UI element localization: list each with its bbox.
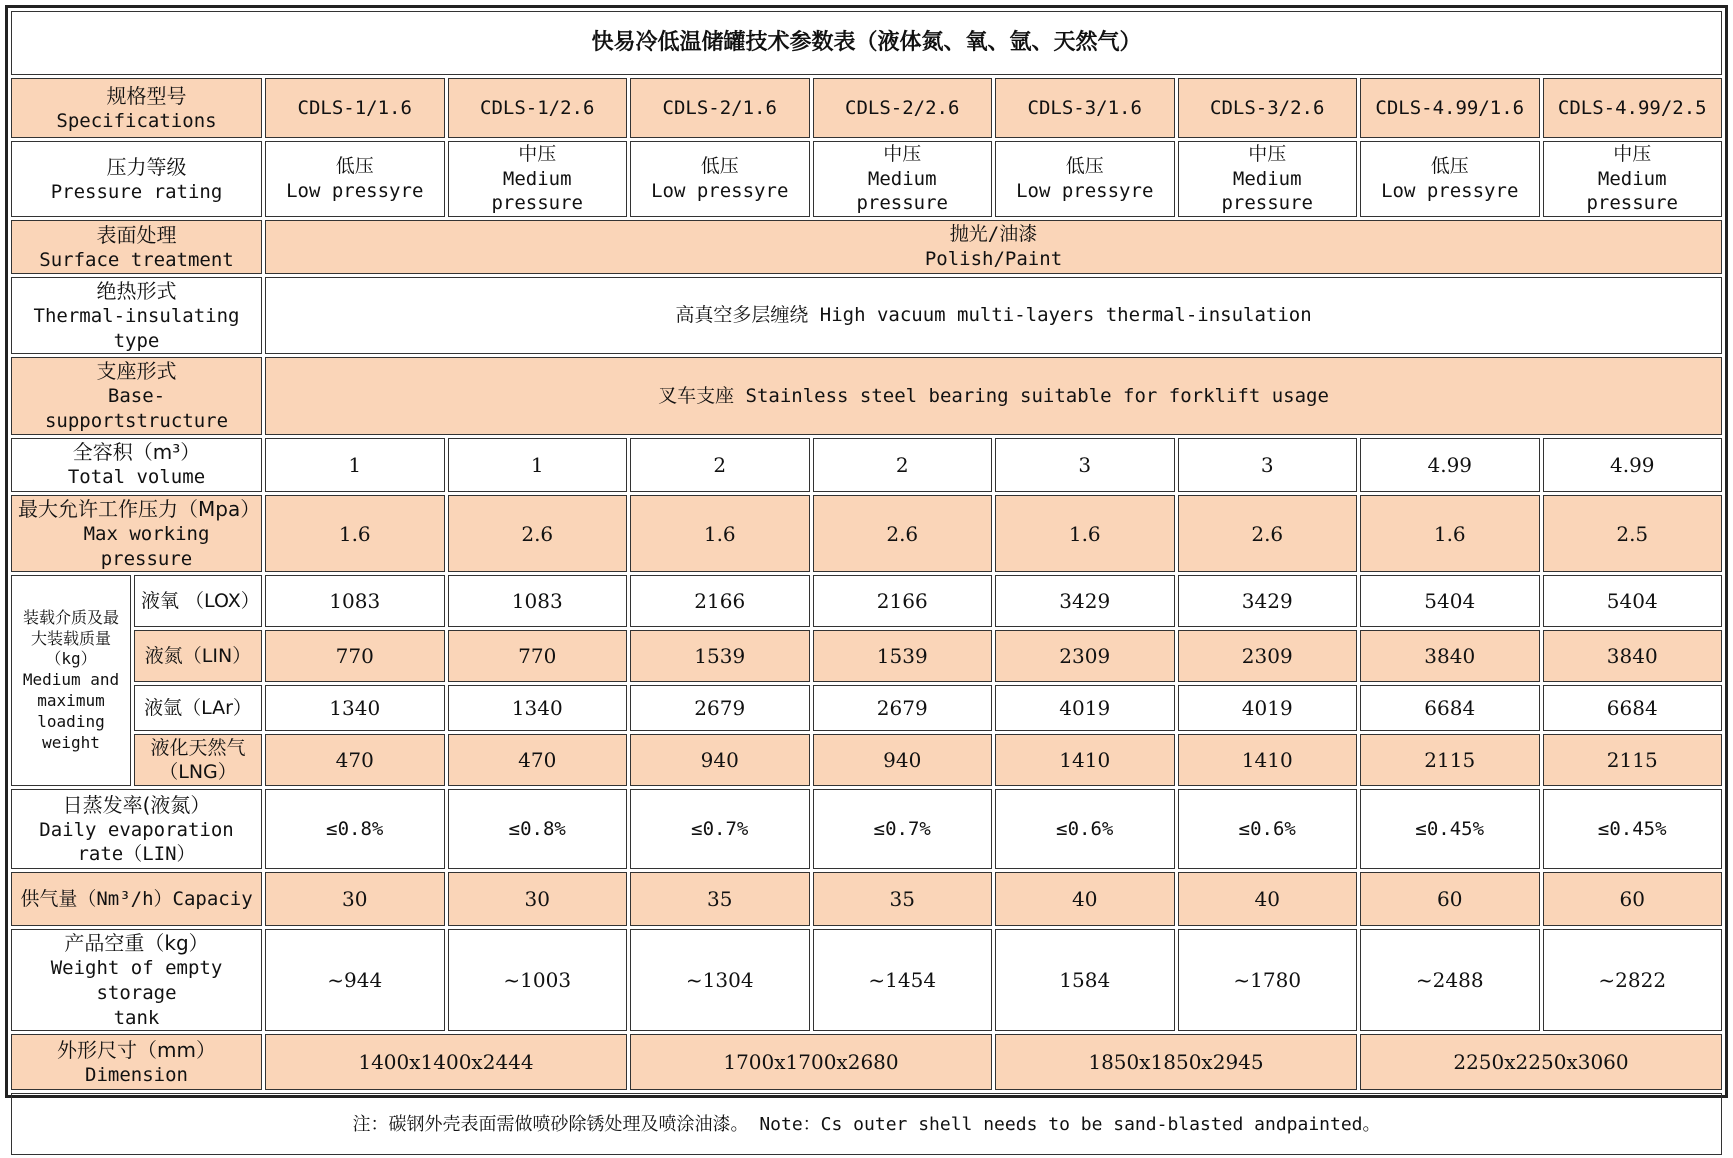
pressure-cell [995, 141, 1175, 217]
note-row [11, 1093, 1722, 1155]
capacity-cell: 40 [1178, 872, 1358, 926]
loading-cell: 3840 [1543, 630, 1723, 682]
loading-cell: 4019 [1178, 685, 1358, 731]
pressure-en: Low pressyre [651, 180, 789, 203]
pressure-en: Medium pressure [856, 167, 948, 215]
empty-weight-label-en-2: tank [113, 1006, 160, 1029]
loading-cell: 940 [630, 734, 810, 786]
evaporation-cell: ≤0.45% [1360, 789, 1540, 869]
loading-row-lin [11, 630, 1722, 682]
volume-cell: 4.99 [1360, 438, 1540, 492]
pressure-cell [813, 141, 993, 217]
loading-cell: 5404 [1360, 575, 1540, 627]
empty-weight-cell: ~944 [265, 929, 445, 1031]
loading-cell: 6684 [1360, 685, 1540, 731]
loading-row-lar [11, 685, 1722, 731]
max-pressure-label-zh: 最大允许工作压力（Mpa） [18, 496, 261, 521]
empty-weight-cell: ~1780 [1178, 929, 1358, 1031]
surface-value-en: Polish/Paint [924, 248, 1063, 271]
max-pressure-cell: 2.6 [1178, 495, 1358, 572]
loading-cell: 1340 [265, 685, 445, 731]
capacity-cell: 60 [1543, 872, 1723, 926]
loading-cell: 1539 [813, 630, 993, 682]
max-pressure-cell: 1.6 [1360, 495, 1540, 572]
pressure-row [11, 141, 1722, 217]
evaporation-label [11, 789, 262, 869]
capacity-cell: 40 [995, 872, 1175, 926]
loading-cell: 1410 [995, 734, 1175, 786]
insulation-label-zh: 绝热形式 [96, 279, 177, 304]
empty-weight-cell: 1584 [995, 929, 1175, 1031]
insulation-label-en: Thermal-insulating type [33, 305, 240, 352]
loading-cell: 1539 [630, 630, 810, 682]
loading-row-lox [11, 575, 1722, 627]
max-pressure-label-en: Max working pressure [83, 522, 210, 570]
insulation-row [11, 277, 1722, 354]
spec-cell: CDLS-1/2.6 [448, 78, 628, 138]
spec-cell: CDLS-2/1.6 [630, 78, 810, 138]
pressure-en: Low pressyre [1381, 180, 1519, 203]
title-row [11, 11, 1722, 75]
spec-cell: CDLS-3/1.6 [995, 78, 1175, 138]
loading-cell: 2166 [813, 575, 993, 627]
base-label-zh: 支座形式 [96, 359, 177, 384]
capacity-cell: 30 [448, 872, 628, 926]
empty-weight-cell: ~2488 [1360, 929, 1540, 1031]
evaporation-cell: ≤0.6% [1178, 789, 1358, 869]
volume-cell: 2 [630, 438, 810, 492]
evaporation-cell: ≤0.45% [1543, 789, 1723, 869]
pressure-en: Low pressyre [286, 180, 424, 203]
max-pressure-cell: 1.6 [995, 495, 1175, 572]
max-pressure-cell: 2.6 [813, 495, 993, 572]
spec-label-en: Specifications [56, 109, 217, 132]
base-value: 叉车支座 Stainless steel bearing suitable for forklift usage [265, 357, 1722, 434]
evaporation-cell: ≤0.7% [813, 789, 993, 869]
loading-cell: 1340 [448, 685, 628, 731]
volume-cell: 2 [813, 438, 993, 492]
capacity-cell: 35 [813, 872, 993, 926]
loading-cell: 940 [813, 734, 993, 786]
spec-cell: CDLS-2/2.6 [813, 78, 993, 138]
volume-cell: 1 [265, 438, 445, 492]
empty-weight-cell: ~1304 [630, 929, 810, 1031]
capacity-cell: 30 [265, 872, 445, 926]
empty-weight-label-en-1: Weight of empty storage [50, 957, 223, 1004]
insulation-label [11, 277, 262, 354]
max-pressure-cell: 1.6 [265, 495, 445, 572]
pressure-zh: 低压 [1430, 155, 1469, 178]
lng-label-zh: 液化天然气 [150, 736, 246, 759]
dimension-label [11, 1034, 262, 1090]
loading-cell: 3429 [1178, 575, 1358, 627]
pressure-label-en: Pressure rating [50, 180, 223, 203]
loading-cell: 1083 [265, 575, 445, 627]
loading-label-line: Medium and [22, 670, 120, 690]
loading-cell: 2166 [630, 575, 810, 627]
loading-cell: 770 [265, 630, 445, 682]
evaporation-cell: ≤0.8% [265, 789, 445, 869]
loading-label-line: 装载介质及最 [22, 607, 119, 627]
loading-medium-label: 液氮（LIN） [134, 630, 262, 682]
evaporation-cell: ≤0.7% [630, 789, 810, 869]
loading-cell: 2309 [995, 630, 1175, 682]
pressure-cell [630, 141, 810, 217]
evaporation-label-en-1: Daily evaporation [39, 818, 234, 841]
volume-label-zh: 全容积（m³） [72, 440, 201, 465]
pressure-en: Medium pressure [1586, 167, 1678, 215]
table-title: 快易冷低温储罐技术参数表（液体氮、氧、氩、天然气） [11, 11, 1722, 75]
evaporation-cell: ≤0.8% [448, 789, 628, 869]
pressure-label-zh: 压力等级 [106, 154, 187, 179]
evaporation-row [11, 789, 1722, 869]
surface-label-zh: 表面处理 [96, 222, 177, 247]
max-pressure-cell: 2.6 [448, 495, 628, 572]
surface-label [11, 220, 262, 274]
volume-label [11, 438, 262, 492]
empty-weight-cell: ~1454 [813, 929, 993, 1031]
surface-value-zh: 抛光/油漆 [949, 223, 1038, 246]
loading-cell: 1410 [1178, 734, 1358, 786]
dimension-label-zh: 外形尺寸（mm） [57, 1037, 216, 1062]
max-pressure-cell: 1.6 [630, 495, 810, 572]
base-label-en: Base-supportstructure [44, 385, 229, 433]
capacity-cell: 60 [1360, 872, 1540, 926]
pressure-cell [1178, 141, 1358, 217]
dimension-cell: 2250x2250x3060 [1360, 1034, 1722, 1090]
pressure-zh: 低压 [1065, 155, 1104, 178]
loading-label-line: loading [37, 711, 105, 731]
evaporation-label-zh: 日蒸发率(液氮） [62, 792, 211, 817]
volume-cell: 3 [995, 438, 1175, 492]
empty-weight-row [11, 929, 1722, 1031]
pressure-cell [448, 141, 628, 217]
loading-cell: 3429 [995, 575, 1175, 627]
loading-cell: 2115 [1543, 734, 1723, 786]
insulation-value: 高真空多层缠绕 High vacuum multi-layers thermal-insulation [265, 277, 1722, 354]
loading-cell: 770 [448, 630, 628, 682]
surface-label-en: Surface treatment [39, 248, 234, 271]
lng-label-en: （LNG） [159, 761, 237, 784]
loading-medium-label: 液氧 （LOX） [134, 575, 262, 627]
loading-cell: 5404 [1543, 575, 1723, 627]
surface-value [265, 220, 1722, 274]
volume-cell: 3 [1178, 438, 1358, 492]
loading-cell: 2309 [1178, 630, 1358, 682]
pressure-cell [265, 141, 445, 217]
evaporation-cell: ≤0.6% [995, 789, 1175, 869]
pressure-zh: 中压 [1613, 143, 1652, 165]
capacity-label: 供气量（Nm³/h）Capaciy [11, 872, 262, 926]
dimension-cell: 1850x1850x2945 [995, 1034, 1357, 1090]
pressure-zh: 中压 [883, 143, 922, 165]
base-label [11, 357, 262, 434]
loading-cell: 2679 [813, 685, 993, 731]
evaporation-label-en-2: rate（LIN） [77, 843, 196, 866]
empty-weight-label [11, 929, 262, 1031]
pressure-label [11, 141, 262, 217]
dimension-cell: 1700x1700x2680 [630, 1034, 992, 1090]
spec-label-zh: 规格型号 [106, 83, 187, 108]
pressure-zh: 低压 [700, 155, 739, 178]
footnote: 注：碳钢外壳表面需做喷砂除锈处理及喷涂油漆。 Note：Cs outer shell needs to be sand-blasted andpainted。 [11, 1093, 1722, 1155]
volume-cell: 4.99 [1543, 438, 1723, 492]
loading-cell: 4019 [995, 685, 1175, 731]
volume-label-en: Total volume [67, 466, 206, 489]
pressure-zh: 中压 [1248, 143, 1287, 165]
loading-cell: 6684 [1543, 685, 1723, 731]
empty-weight-cell: ~2822 [1543, 929, 1723, 1031]
spec-cell: CDLS-1/1.6 [265, 78, 445, 138]
loading-label-line: weight [42, 732, 100, 752]
loading-medium-label: 液氩（LAr） [134, 685, 262, 731]
loading-row-lng [11, 734, 1722, 786]
loading-label-line: 大装载质量 [30, 628, 111, 648]
dimension-row [11, 1034, 1722, 1090]
loading-cell: 470 [265, 734, 445, 786]
spec-cell: CDLS-3/2.6 [1178, 78, 1358, 138]
pressure-cell [1360, 141, 1540, 217]
pressure-cell [1543, 141, 1723, 217]
volume-cell: 1 [448, 438, 628, 492]
surface-row [11, 220, 1722, 274]
max-pressure-row [11, 495, 1722, 572]
spec-cell: CDLS-4.99/1.6 [1360, 78, 1540, 138]
loading-group-label [11, 575, 131, 786]
max-pressure-cell: 2.5 [1543, 495, 1723, 572]
pressure-zh: 低压 [335, 155, 374, 178]
volume-row [11, 438, 1722, 492]
capacity-cell: 35 [630, 872, 810, 926]
pressure-zh: 中压 [518, 143, 557, 165]
capacity-row [11, 872, 1722, 926]
empty-weight-cell: ~1003 [448, 929, 628, 1031]
pressure-en: Low pressyre [1016, 180, 1154, 203]
tank-parameter-table [8, 8, 1725, 1158]
spec-sheet [5, 5, 1728, 1135]
loading-label-line: （kg） [45, 649, 97, 669]
dimension-cell: 1400x1400x2444 [265, 1034, 627, 1090]
loading-cell: 2679 [630, 685, 810, 731]
base-row [11, 357, 1722, 434]
dimension-label-en: Dimension [85, 1063, 188, 1086]
loading-cell: 1083 [448, 575, 628, 627]
loading-cell: 470 [448, 734, 628, 786]
spec-row [11, 78, 1722, 138]
spec-cell: CDLS-4.99/2.5 [1543, 78, 1723, 138]
loading-medium-label [134, 734, 262, 786]
loading-cell: 3840 [1360, 630, 1540, 682]
empty-weight-label-zh: 产品空重（kg） [64, 931, 209, 956]
loading-cell: 2115 [1360, 734, 1540, 786]
pressure-en: Medium pressure [1221, 167, 1313, 215]
spec-label [11, 78, 262, 138]
max-pressure-label [11, 495, 262, 572]
pressure-en: Medium pressure [491, 167, 583, 215]
loading-label-line: maximum [37, 691, 105, 711]
